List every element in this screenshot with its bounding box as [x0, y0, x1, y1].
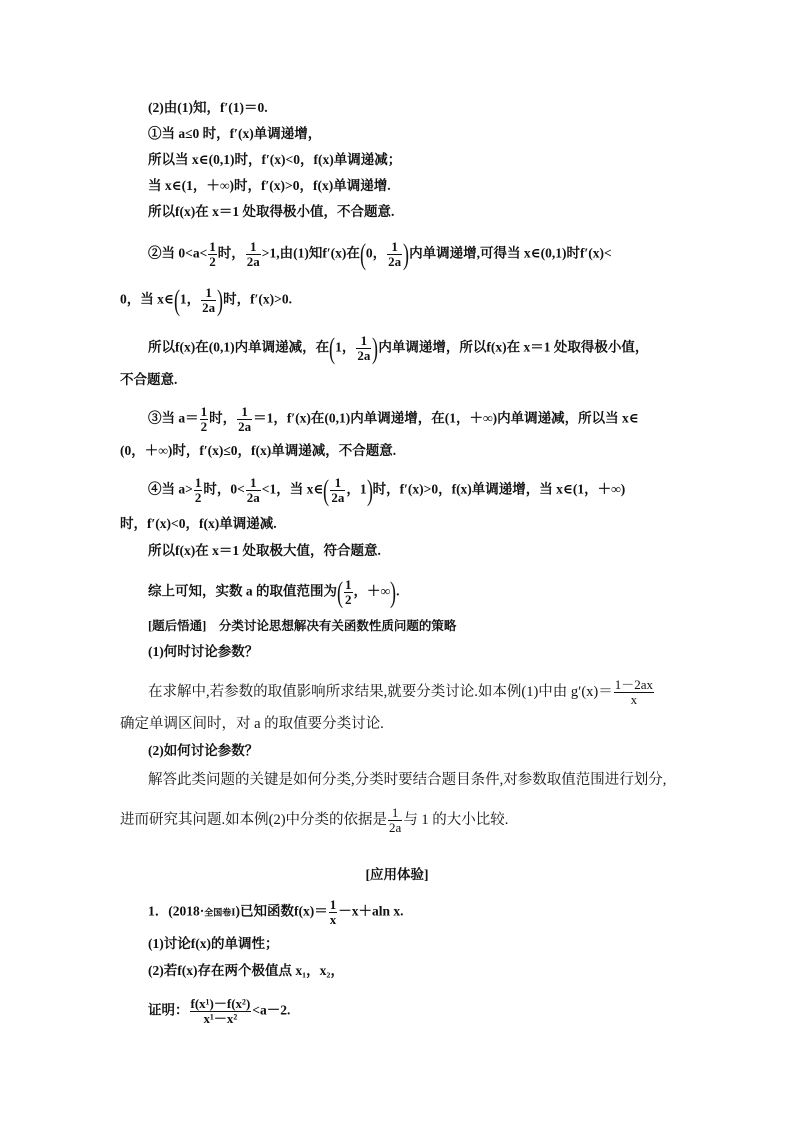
solution-line-11: (0，＋∞)时，f′(x)≤0，f(x)单调递减，不合题意. — [120, 443, 397, 458]
fraction: $\frac{1}{2}$ — [345, 577, 352, 607]
reflection-question-1: (1)何时讨论参数？ — [148, 644, 259, 659]
solution-line-7: 0，当 x∈(1， $\frac{1}{2a}$ )时，f′(x)>0. — [120, 283, 292, 317]
fraction: $\frac{1}{2a}$ — [389, 805, 402, 835]
fraction: $\frac{1}{2}$ — [209, 239, 216, 269]
solution-line-15: 综上可知，实数 a 的取值范围为( $\frac{1}{2}$ ，＋∞). — [148, 575, 400, 609]
reflection-question-2: (2)如何讨论参数？ — [148, 743, 259, 758]
fraction: $\frac{1}{2a}$ — [331, 475, 345, 505]
fraction: $\frac{\text{f(x¹)－f(x²)}}{\text{x¹－x²}}$ — [190, 996, 251, 1026]
fraction: $\frac{1}{2a}$ — [246, 239, 260, 269]
reflection-paragraph-1: 在求解中,若参数的取值影响所求结果,就要分类讨论.如本例(1)中由 g′(x)＝ $\frac{1-2ax}{x}$ — [148, 677, 654, 707]
fraction: $\frac{1}{2a}$ — [246, 475, 260, 505]
practice-part-2: (2)若f(x)存在两个极值点 x₁，x₂， — [148, 963, 344, 978]
practice-proof: 证明： $\frac{\text{f(x¹)－f(x²)}}{\text{x¹－x²}}$ <a－2. — [148, 996, 291, 1026]
fraction: $\frac{1}{x}$ — [329, 897, 337, 927]
fraction: $\frac{1-2ax}{x}$ — [614, 677, 654, 707]
fraction: $\frac{1}{2a}$ — [238, 404, 252, 434]
fraction: $\frac{1}{2}$ — [194, 475, 202, 505]
solution-line-9: 不合题意. — [120, 372, 178, 387]
solution-line-10: ③当 a＝ $\frac{1}{2}$ 时， $\frac{1}{2a}$ ＝1，f′(x)在(0,1)内单调递增，在(1，＋∞)内单调递减，所以当 x∈ — [148, 404, 639, 434]
solution-line-2: ①当 a≤0 时，f′(x)单调递增， — [148, 126, 322, 141]
solution-line-4: 当 x∈(1，＋∞)时，f′(x)>0，f(x)单调递增. — [148, 178, 391, 193]
reflection-paragraph-2: 解答此类问题的关键是如何分类,分类时要结合题目条件,对参数取值范围进行划分, — [148, 772, 667, 788]
fraction: $\frac{1}{2a}$ — [357, 333, 371, 363]
solution-line-14: 所以f(x)在 x＝1 处取极大值，符合题意. — [148, 543, 381, 558]
solution-line-3: 所以当 x∈(0,1)时，f′(x)<0，f(x)单调递减； — [148, 152, 402, 167]
fraction: $\frac{1}{2a}$ — [388, 239, 402, 269]
practice-question: 1．(2018·全国卷Ⅰ)已知函数f(x)＝ $\frac{1}{x}$ －x＋aln x. — [148, 897, 404, 927]
solution-line-8: 所以f(x)在(0,1)内单调递减，在(1， $\frac{1}{2a}$ )内单调递增，所以f(x)在 x＝1 处取得极小值， — [148, 331, 649, 365]
solution-line-13: 时，f′(x)<0，f(x)单调递减. — [120, 516, 277, 531]
practice-heading: [应用体验] — [365, 867, 429, 882]
reflection-paragraph-1-cont: 确定单调区间时，对 a 的取值要分类讨论. — [120, 716, 384, 732]
practice-part-1: (1)讨论f(x)的单调性； — [148, 936, 279, 951]
reflection-paragraph-2-cont: 进而研究其问题.如本例(2)中分类的依据是 $\frac{1}{2a}$ 与 1 的大小比较. — [120, 805, 509, 835]
solution-line-5: 所以f(x)在 x＝1 处取得极小值，不合题意. — [148, 204, 395, 219]
fraction: $\frac{1}{2a}$ — [202, 285, 216, 315]
reflection-title: [题后悟通] 分类讨论思想解决有关函数性质问题的策略 — [148, 619, 457, 633]
fraction: $\frac{1}{2}$ — [200, 404, 208, 434]
solution-line-6: ②当 0<a< $\frac{1}{2}$ 时， $\frac{1}{2a}$ >1,由(1)知f′(x)在(0， $\frac{1}{2a}$ )内单调递增,可得当 x∈(0,1)时f′(x)< — [148, 237, 612, 271]
solution-line-12: ④当 a> $\frac{1}{2}$ 时，0< $\frac{1}{2a}$ <1，当 x∈( $\frac{1}{2a}$ ，1)时，f′(x)>0，f(x)单调递增，当 x∈(1，＋∞) — [148, 473, 626, 507]
solution-line-1: (2)由(1)知，f′(1)＝0. — [148, 100, 268, 115]
